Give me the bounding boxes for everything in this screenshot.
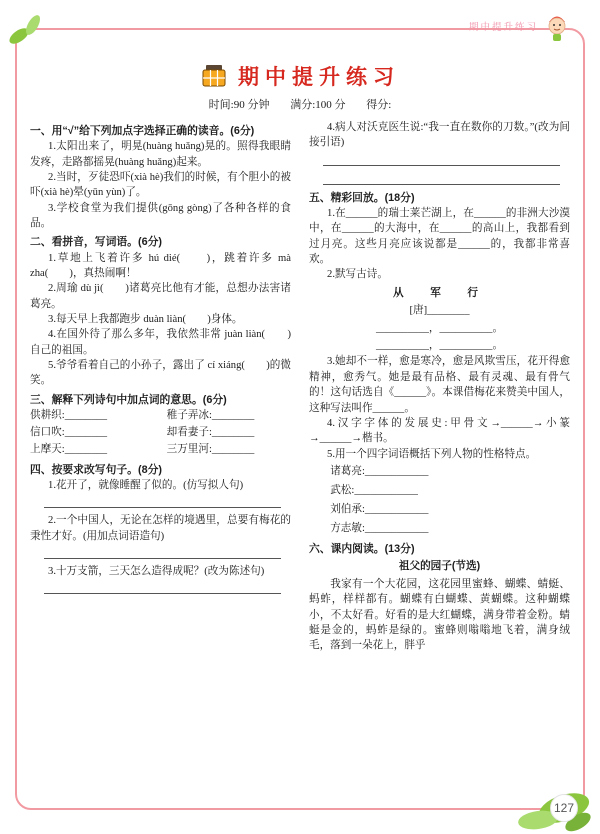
answer-blank: [323, 171, 560, 185]
answer-blank: [44, 494, 281, 508]
definition-item: 信口吹:________: [30, 426, 108, 438]
question-item: 2.默写古诗。: [327, 269, 388, 281]
question-item: 2.周瑜 dù jì( )诸葛亮比他有才能，总想办法害诸葛亮。: [30, 283, 291, 310]
question-item: 2.一个中国人，无论在怎样的境遇里，总要有梅花的秉性才好。(用加点词语造句): [30, 515, 291, 542]
poem-author: [唐]________: [409, 305, 470, 317]
question-item: 1.在______的瑞士莱芒湖上，在______的非洲大沙漠中，在______的大海中，在______的高山上，我都看到过月亮。这些月亮应该说都是______的，我都非常喜欢。: [309, 207, 570, 265]
poem-line: __________，__________。: [375, 340, 504, 351]
question-item: 3.她却不一样，愈是寒冷，愈是风欺雪压，花开得愈精神，愈秀气。她是最有品格、最有灵魂、最有骨气的！这句话选自《______》。本课借梅花来赞美中国人，这种写法叫作______。: [309, 356, 570, 414]
worksheet-content: [30, 60, 570, 804]
section-1-heading: 一、用“√”给下列加点字选择正确的读音。(6分): [30, 125, 255, 137]
character-trait-line: 武松:____________: [330, 485, 418, 497]
poem-line: __________，__________。: [375, 322, 504, 334]
corner-tag-label: 期中提升练习: [468, 22, 538, 33]
question-item: 1.花开了，就像睡醒了似的。(仿写拟人句): [48, 479, 244, 491]
page-title: 期中提升练习: [238, 66, 400, 89]
poem-title: 从 军 行: [393, 286, 486, 299]
question-item: 4.在国外待了那么多年，我依然非常 juàn liàn( )自己的祖国。: [30, 329, 291, 356]
definition-item: 供耕织:________: [30, 409, 108, 421]
section-2-heading: 二、看拼音，写词语。(6分): [30, 236, 162, 249]
answer-blank: [44, 545, 281, 559]
definition-item: 稚子弄冰:________: [166, 409, 255, 421]
question-item: 2.当时，歹徒恐吓(xià hè)我们的时候，有个胆小的被吓(xià hè)晕(yūn yùn)了。: [30, 171, 291, 199]
section-6-heading: 六、课内阅读。(13分): [309, 543, 415, 556]
definition-item: 三万里河:________: [166, 443, 255, 455]
section-5-heading: 五、精彩回放。(18分): [309, 191, 415, 204]
answer-blank: [44, 580, 281, 594]
section-3-heading: 三、解释下列诗句中加点词的意思。(6分): [30, 393, 227, 406]
definition-item: 上摩天:________: [30, 443, 108, 455]
header-corner: [469, 10, 570, 42]
character-trait-line: 方志敏:____________: [330, 523, 429, 535]
question-item: 4.汉字字体的发展史:甲骨文→______→小篆→______→楷书。: [309, 417, 570, 445]
question-item: 3.十万支箭，三天怎么造得成呢？(改为陈述句): [48, 566, 265, 578]
character-trait-line: 刘伯承:____________: [330, 504, 429, 516]
question-item: 5.用一个四字词语概括下列人物的性格特点。: [327, 448, 537, 460]
right-column: [309, 120, 570, 654]
question-item: 5.爷爷看着自己的小孙子，露出了 cí xiáng( )的微笑。: [30, 360, 291, 387]
question-item: 1.草地上飞着许多 hú dié( )，跳着许多 mà zha( )，真热闹啊！: [30, 252, 291, 279]
question-item: 1.太阳出来了，明晃(huàng huǎng)晃的。照得我眼睛发疼，走路都摇晃(huàng huǎng)起来。: [30, 141, 291, 168]
word-definition-grid: [30, 408, 291, 459]
section-4-heading: 四、按要求改写句子。(8分): [30, 463, 162, 476]
left-column: [30, 120, 291, 599]
notebook-icon: [200, 63, 228, 89]
question-item: 4.病人对沃克医生说:“我一直在数你的刀数。”(改为间接引语): [309, 122, 570, 149]
page-number: 127: [550, 794, 578, 822]
two-column-layout: [30, 120, 570, 654]
title-row: [30, 60, 570, 92]
question-item: 3.每天早上我都跑步 duàn liàn( )身体。: [48, 313, 243, 325]
question-item: 3.学校食堂为我们提供(gōng gòng)了各种各样的食品。: [30, 202, 291, 229]
answer-blank: [323, 152, 560, 166]
character-trait-line: 诸葛亮:____________: [330, 465, 429, 477]
meta-time: 时间:90 分钟: [208, 99, 270, 111]
reading-passage: 我家有一个大花园，这花园里蜜蜂、蝴蝶、蜻蜓、蚂蚱，样样都有。蝴蝶有白蝴蝶、黄蝴蝶。这种蝴蝶小，不太好看。好看的是大红蝴蝶，满身带着金粉。蜻蜓是金的，蚂蚱是绿的。蜜蜂则嗡嗡地飞着，满身绒毛，落到一朵花上，胖乎: [309, 578, 570, 652]
passage-title: 祖父的园子(节选): [398, 560, 481, 573]
mascot-icon: [544, 10, 570, 42]
definition-item: 却看妻子:________: [166, 426, 255, 438]
meta-full-score: 满分:100 分: [290, 99, 346, 111]
exam-meta: [30, 96, 570, 112]
leaf-decoration-top-left: [5, 12, 49, 48]
meta-score-label: 得分:: [366, 99, 392, 111]
